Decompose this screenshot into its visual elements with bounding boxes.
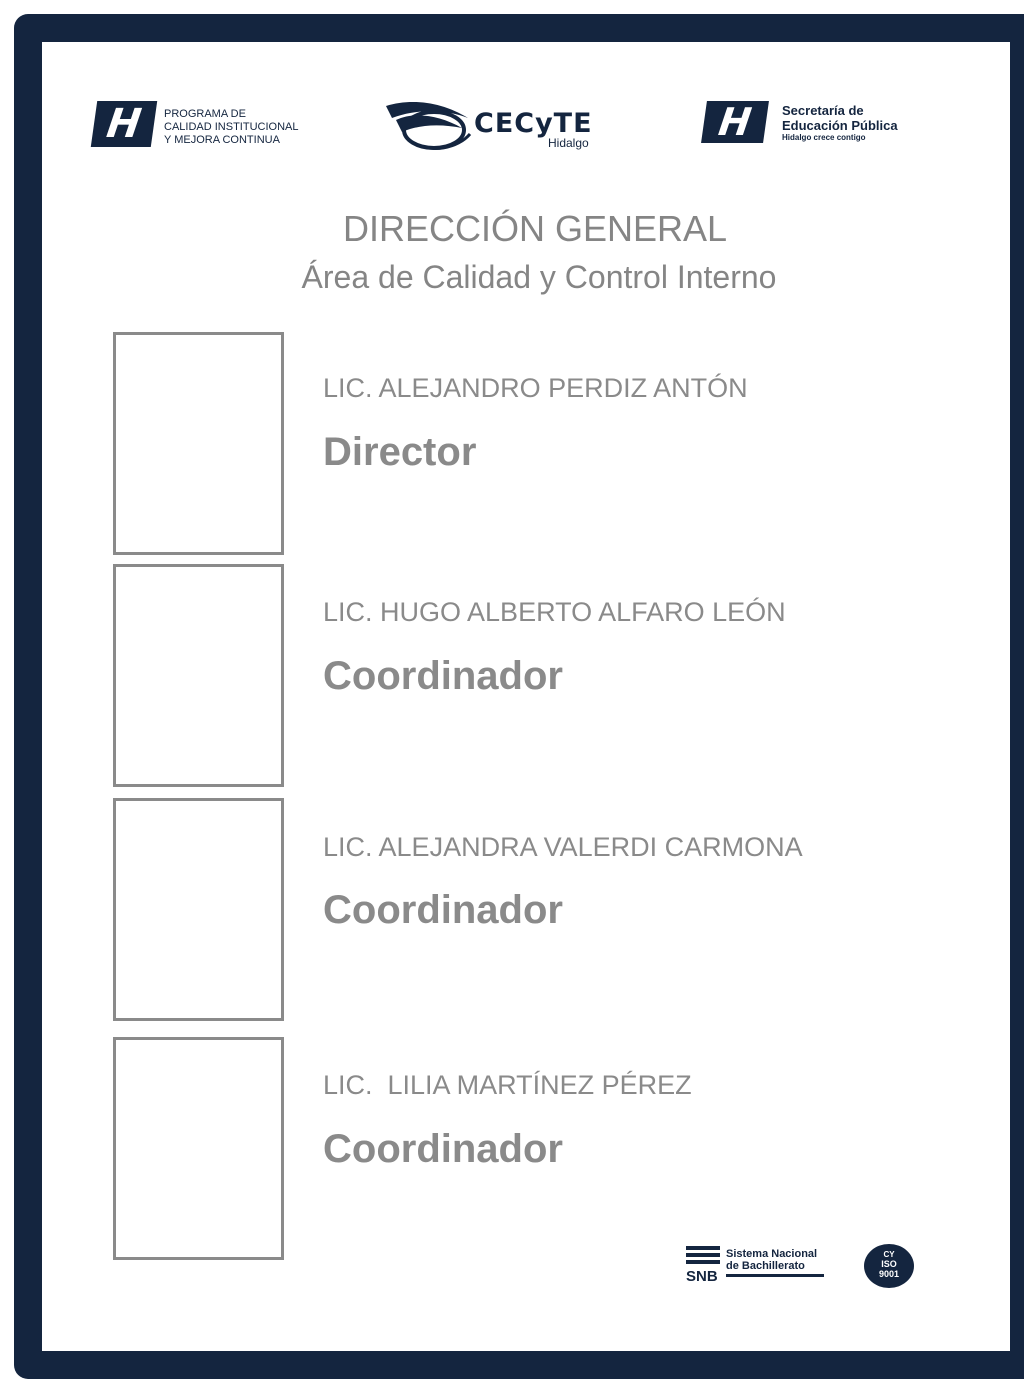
cecyte-sub: Hidalgo [548, 136, 589, 150]
iso-badge [864, 1244, 914, 1288]
h-logo-icon: H [701, 101, 769, 143]
snb-line-1: Sistema Nacional [726, 1248, 818, 1260]
photo-placeholder [113, 1037, 284, 1260]
sep-logo [704, 101, 944, 147]
snb-underline [726, 1274, 824, 1277]
sep-tagline: Hidalgo crece contigo [782, 133, 866, 142]
photo-placeholder [113, 332, 284, 555]
calidad-logo-line-2: CALIDAD INSTITUCIONAL [164, 121, 299, 133]
page-subtitle: Área de Calidad y Control Interno [301, 259, 777, 295]
cecyte-name: CECyTE [474, 108, 593, 139]
snb-line-2: de Bachillerato [726, 1260, 805, 1272]
page-title: DIRECCIÓN GENERAL [342, 208, 728, 249]
cecyte-emblem-icon [382, 98, 474, 154]
sep-title-line-1: Secretaría de [782, 103, 864, 118]
staff-role: Coordinador [323, 1127, 563, 1171]
calidad-logo-line-3: Y MEJORA CONTINUA [164, 134, 280, 146]
photo-placeholder [113, 564, 284, 787]
staff-role: Coordinador [323, 888, 563, 932]
h-logo-icon: H [91, 101, 157, 147]
snb-logo [684, 1244, 826, 1286]
staff-name: LIC. LILIA MARTÍNEZ PÉREZ [323, 1070, 692, 1100]
sep-title-line-2: Educación Pública [782, 118, 898, 133]
staff-name: LIC. HUGO ALBERTO ALFARO LEÓN [323, 597, 786, 627]
calidad-logo-line-1: PROGRAMA DE [164, 108, 246, 120]
iso-number: 9001 [878, 1269, 900, 1279]
cecyte-logo [382, 98, 612, 156]
staff-role: Director [323, 430, 477, 474]
staff-name: LIC. ALEJANDRA VALERDI CARMONA [323, 832, 803, 862]
staff-name: LIC. ALEJANDRO PERDIZ ANTÓN [323, 373, 748, 403]
snb-emblem-icon [684, 1244, 722, 1268]
iso-top: CY [883, 1250, 895, 1259]
iso-label: ISO [881, 1259, 897, 1269]
staff-role: Coordinador [323, 654, 563, 698]
photo-placeholder [113, 798, 284, 1021]
snb-mark: SNB [686, 1268, 718, 1285]
calidad-logo [94, 101, 314, 151]
